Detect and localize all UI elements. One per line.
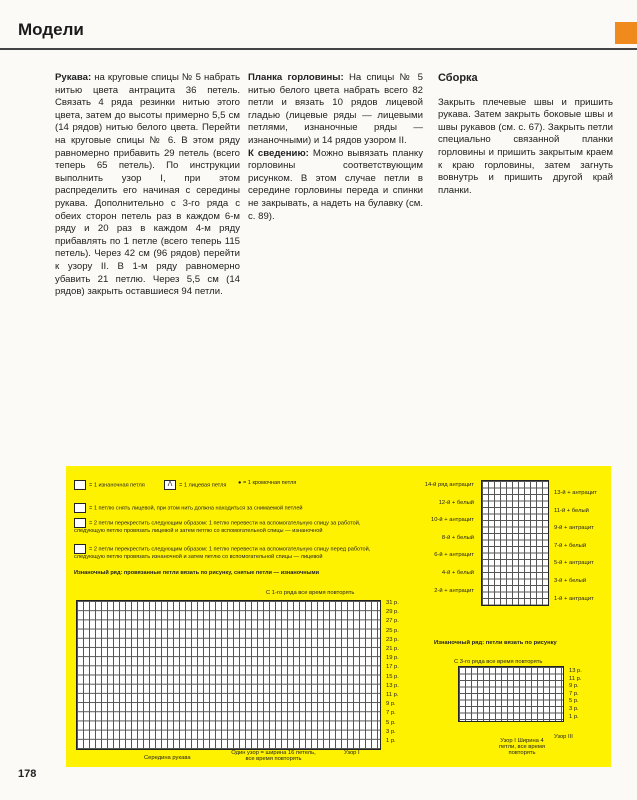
row-label: 31 р. [386,600,399,606]
row-label: 17 р. [386,664,399,671]
row-label: 13 р. [386,682,399,689]
row-label: 7-й + белый [554,542,587,549]
row-label: 1-й + антрацит [554,595,594,602]
row-label: 13-й + антрацит [554,490,597,496]
row-label: 6-й + антрацит [434,552,474,559]
knit-symbol-icon: ᐱ [164,480,176,490]
row-label: 11 р. [386,692,399,698]
row-label: 12-й + белый [438,499,474,506]
row-label: 15 р. [386,673,399,680]
row-label: 1 р. [569,713,579,720]
row-label: 3-й + белый [554,578,587,584]
legend-knit: ᐱ = 1 лицевая петля [164,480,236,490]
neckband-column [248,72,423,223]
neckband-text: На спицы № 5 нитью белого цвета набрать всего 82 петли и вязать 10 рядов лицевой гладью (лицевые ряды — лицевыми петлями, изнаночные ряды — изнаночными) и 14 рядов узором II. [248,72,423,146]
legend-purl-row: Изнаночный ряд: провязанные петли вязать по рисунку, снятые петли — изнаночными [74,570,320,576]
row-label: 2-й + антрацит [434,587,474,594]
pattern2-width-label: Узор I Ширина 4 петли, все время повторять [499,738,545,756]
stripe-grid [481,480,549,606]
row-label: 3 р. [386,728,396,735]
row-label: 9-й + антрацит [554,525,594,532]
row-label: 3 р. [569,706,579,712]
purl-symbol-icon [74,480,86,490]
row-label: 5 р. [386,719,396,726]
cross-back-icon [74,518,86,528]
row-label: 11-й + белый [554,507,589,514]
section-title: Модели [18,20,84,39]
chart1-grid [76,600,381,750]
assembly-heading: Сборка [438,72,478,84]
chart2-grid [458,666,564,722]
row-label: 9 р. [569,683,579,690]
note-text: Можно вывязать планку горловины соответствующим рисунком. В этом случае петли в середине горловины переда и спинки не закрывать, а надеть на булавку (см. с. 89). [248,147,423,222]
cross-front-icon [74,544,86,554]
chart-panel [66,466,611,767]
row-label: 14-й ряд антрацит [424,482,474,488]
sleeves-column [55,72,240,299]
page-number: 178 [18,768,37,780]
header-rule [0,48,637,50]
sleeves-heading: Рукава: [55,72,92,83]
chart2-purl-row: Изнаночный ряд: петли вязать по рисунку [434,640,557,646]
row-label: 10-й + антрацит [431,517,474,524]
row-label: 8-й + белый [441,534,474,541]
row-label: 1 р. [386,738,396,744]
section-tab [615,22,637,44]
rapport-label: Один узор = ширина 16 петель, все время повторять [231,750,316,762]
row-label: 23 р. [386,636,399,643]
row-label: 9 р. [386,701,396,708]
chart1-repeat-label: С 1-го ряда все время повторять [266,590,355,596]
neckband-heading: Планка горловины: [248,72,344,83]
pattern3-label: Узор III [554,734,573,740]
legend-cross-front: = 2 петли перекрестить следующим образом: 1 петлю перевести на вспомогательную спицу перед работой, следующую петлю провязать изнаночной и затем петлю со вспомогательной спицы — лицевой [74,544,384,561]
sleeves-text: на круговые спицы № 5 набрать нитью цвета антрацита 36 петель. Связать 4 ряда резинки нитью этого цвета, затем до высоты примерно 5,5 см (14 рядов) нитью белого цвета. Перейти на круговые спицы № 6. В этом ряду равномерно прибавить 29 петель (всего теперь 65 петель). По инструкции выполнить узор I, при этом распределить его начиная с середины рукава. Дополнительно с 3-го ряда с обеих сторон петель раз в каждом 6-м ряду и 20 раз в каждом 4-м ряду прибавлять по 1 петле (всего теперь 115 петель). Через 42 см (96 рядов) перейти к узору II. В 1-м ряду равномерно убавить 21 петлю. Через 5,5 см (14 рядов) закрыть оставшиеся 94 петли. [55,72,240,298]
row-label: 7 р. [569,690,579,697]
row-label: 29 р. [386,609,399,616]
chart2-repeat-label: С 3-го ряда все время повторять [454,659,543,665]
legend-edge: ● = 1 кромочная петля [238,480,297,486]
row-label: 21 р. [386,646,399,652]
slip-stitch-icon [74,503,86,513]
note-heading: К сведению: [248,147,309,159]
row-label: 19 р. [386,655,399,662]
mid-sleeve-label: Середина рукава [144,755,191,761]
pattern1-label: Узор I [344,750,360,756]
legend-cross-back: = 2 петли перекрестить следующим образом: 1 петлю перевести на вспомогательную спицу за работой, следующую петлю провязать лицевой и затем петлю со вспомогательной спицы — изнаночной [74,518,384,535]
row-label: 27 р. [386,618,399,625]
legend-purl: = 1 изнаночная петля [74,480,159,490]
row-label: 5 р. [569,698,579,705]
row-label: 4-й + белый [441,570,474,576]
row-label: 25 р. [386,627,399,634]
row-label: 11 р. [569,675,582,682]
row-label: 5-й + антрацит [554,560,594,567]
legend-slip: = 1 петлю снять лицевой, при этом нить должна находиться за снимаемой петлей [74,503,374,513]
edge-stitch-icon: ● [238,480,242,486]
page-header [0,0,637,48]
assembly-column [438,72,613,197]
assembly-text: Закрыть плечевые швы и пришить рукава. Затем закрыть боковые швы и швы рукавов (см. с. 67). Закрыть петли специально связанной планки горловины и пришить закрытым краем к краю горловины, затем загнуть вовнутрь и пришить другой край планки. [438,96,613,196]
row-label: 7 р. [386,710,396,717]
row-label: 13 р. [569,668,582,674]
